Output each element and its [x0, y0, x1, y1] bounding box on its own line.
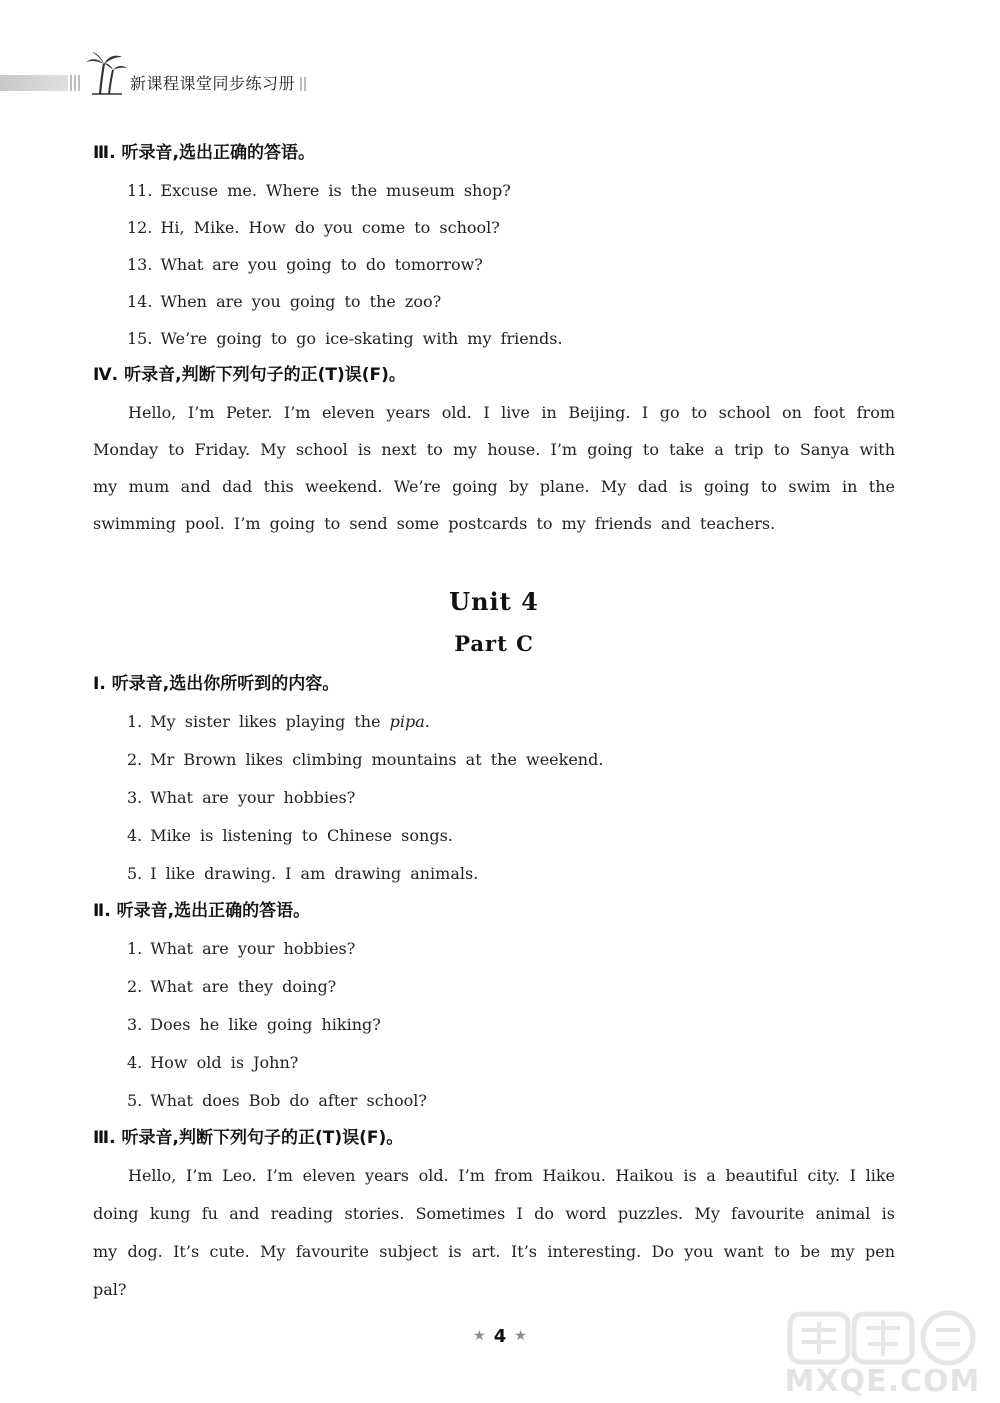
header-end-stripes — [300, 77, 308, 91]
list-item: 1. My sister likes playing the pipa. — [127, 712, 430, 731]
section-heading — [93, 135, 895, 172]
listening-paragraph: Hello, I’m Peter. I’m eleven years old. I live in Beijing. I go to school on foot from Monday to Friday. My school is next to my house. I’m going to take a trip to Sanya with my mum and dad this weekend. We’re going by plane. My dad is going to swim in the swimming pool. I’m going to send some postcards to my friends and teachers. — [93, 403, 895, 533]
list-item: 3. Does he like going hiking? — [127, 1015, 381, 1034]
section-numeral: Ⅱ. — [93, 901, 111, 921]
header-title: 新课程课堂同步练习册 — [130, 74, 296, 93]
section-numeral: Ⅲ. — [93, 1128, 116, 1148]
section-heading — [93, 357, 895, 394]
section-numeral: Ⅲ. — [93, 143, 116, 163]
section-numeral: Ⅰ. — [93, 674, 106, 694]
list-item: 13. What are you going to do tomorrow? — [127, 255, 483, 274]
list-item: 5. I like drawing. I am drawing animals. — [127, 864, 479, 883]
section-numeral: Ⅳ. — [93, 365, 119, 385]
section-title: 听录音,选出正确的答语。 — [121, 143, 315, 163]
list-item: 3. What are your hobbies? — [127, 788, 356, 807]
watermark-url: MXQE.COM — [784, 1364, 981, 1399]
unit-title: Unit 4 — [449, 587, 539, 616]
section-title: 听录音,判断下列句子的正(T)误(F)。 — [124, 365, 406, 385]
list-item: 2. What are they doing? — [127, 977, 337, 996]
list-item: 15. We’re going to go ice-skating with my friends. — [127, 329, 563, 348]
page-header — [0, 0, 1000, 110]
section-title: 听录音,选出你所听到的内容。 — [111, 674, 340, 694]
palm-tree-icon — [84, 50, 128, 96]
watermark-logo-icon — [770, 1308, 995, 1368]
star-icon: ★ — [473, 1328, 486, 1344]
page-number: 4 — [493, 1326, 507, 1347]
header-decor-stripes — [68, 75, 82, 91]
listening-paragraph: Hello, I’m Leo. I’m eleven years old. I’m from Haikou. Haikou is a beautiful city. I like doing kung fu and reading stories. Sometimes I do word puzzles. My favourite animal is my dog. It’s cute. My favourite subject is art. It’s interesting. Do you want to be my pen pal? — [93, 1166, 895, 1299]
part-title: Part C — [454, 631, 534, 656]
section-heading — [93, 666, 895, 703]
list-item: 11. Excuse me. Where is the museum shop? — [127, 181, 511, 200]
section-title: 听录音,判断下列句子的正(T)误(F)。 — [121, 1128, 404, 1148]
list-item: 5. What does Bob do after school? — [127, 1091, 427, 1110]
star-icon: ★ — [514, 1328, 527, 1344]
section-heading — [93, 893, 895, 930]
section-heading — [93, 1120, 895, 1157]
list-item: 4. Mike is listening to Chinese songs. — [127, 826, 453, 845]
list-item: 12. Hi, Mike. How do you come to school? — [127, 218, 500, 237]
list-item: 2. Mr Brown likes climbing mountains at the weekend. — [127, 750, 604, 769]
section-title: 听录音,选出正确的答语。 — [116, 901, 311, 921]
watermark — [770, 1308, 995, 1398]
list-item: 14. When are you going to the zoo? — [127, 292, 442, 311]
list-item: 4. How old is John? — [127, 1053, 299, 1072]
page-content — [93, 135, 895, 1309]
list-item: 1. What are your hobbies? — [127, 939, 356, 958]
